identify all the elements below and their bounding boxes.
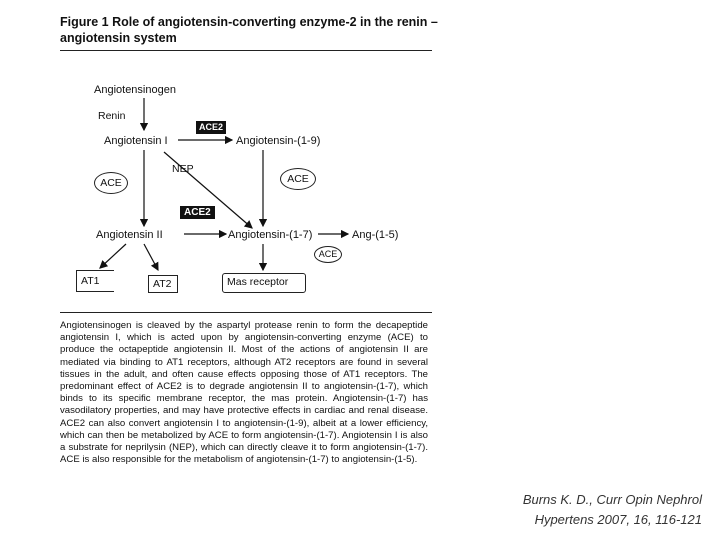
node-angiotensin-1-7: Angiotensin-(1-7): [228, 229, 313, 241]
receptor-at2: AT2: [148, 275, 178, 293]
ras-diagram: [60, 68, 432, 310]
enzyme-ace-left: ACE: [94, 172, 128, 194]
node-angiotensinogen: Angiotensinogen: [94, 84, 176, 96]
enzyme-ace2-top: ACE2: [196, 121, 226, 134]
figure-caption: Angiotensinogen is cleaved by the aspartyl protease renin to form the decapeptide angiotensin I, which is acted upon by angiotensin-converting enzyme (ACE) to produce the octapeptide angiotensin II. Most of the actions of angiotensin II are mediated via binding to AT1 receptors, although AT2 receptors are found in several tissues in the adult, and often cause effects opposing those of AT1 receptors. The predominant effect of ACE2 is to degrade angiotensin II to angiotensin-(1-7), which binds to its specific membrane receptor, the mas protein. Angiotensin-(1-7) has vasodilatory properties, and may have protective effects in cardiac and renal disease. ACE2 can also convert angiotensin I to angiotensin-(1-9), albeit at a lower efficiency, which can then be metabolized by ACE to form angiotensin-(1-7). Angiotensin I is also a substrate for neprilysin (NEP), which can directly cleave it to form angiotensin-(1-7). ACE is also responsible for the metabolism of angiotensin-(1-7) to angiotensin-(1-5).: [60, 320, 428, 466]
arrow-ang2-to-at1: [100, 244, 126, 268]
enzyme-ace2-mid: ACE2: [180, 206, 215, 219]
receptor-mas: Mas receptor: [222, 273, 306, 293]
receptor-at1: AT1: [76, 270, 114, 292]
label-nep: NEP: [172, 163, 194, 175]
node-angiotensin-2: Angiotensin II: [96, 229, 163, 241]
title-rule: [60, 50, 432, 51]
figure-title: Figure 1 Role of angiotensin-converting enzyme-2 in the renin – angiotensin system: [60, 15, 438, 45]
citation-line-2: Hypertens 2007, 16, 116-121: [534, 512, 702, 527]
node-angiotensin-1: Angiotensin I: [104, 135, 168, 147]
diagram-bottom-rule: [60, 312, 432, 313]
label-renin: Renin: [98, 110, 126, 122]
citation: [523, 490, 702, 530]
citation-line-1: Burns K. D., Curr Opin Nephrol: [522, 492, 702, 507]
arrow-ang2-to-at2: [144, 244, 158, 270]
enzyme-ace-right: ACE: [280, 168, 316, 190]
node-angiotensin-1-9: Angiotensin-(1-9): [236, 135, 321, 147]
node-angiotensin-1-5: Ang-(1-5): [352, 229, 399, 241]
enzyme-ace-small: ACE: [314, 246, 342, 263]
